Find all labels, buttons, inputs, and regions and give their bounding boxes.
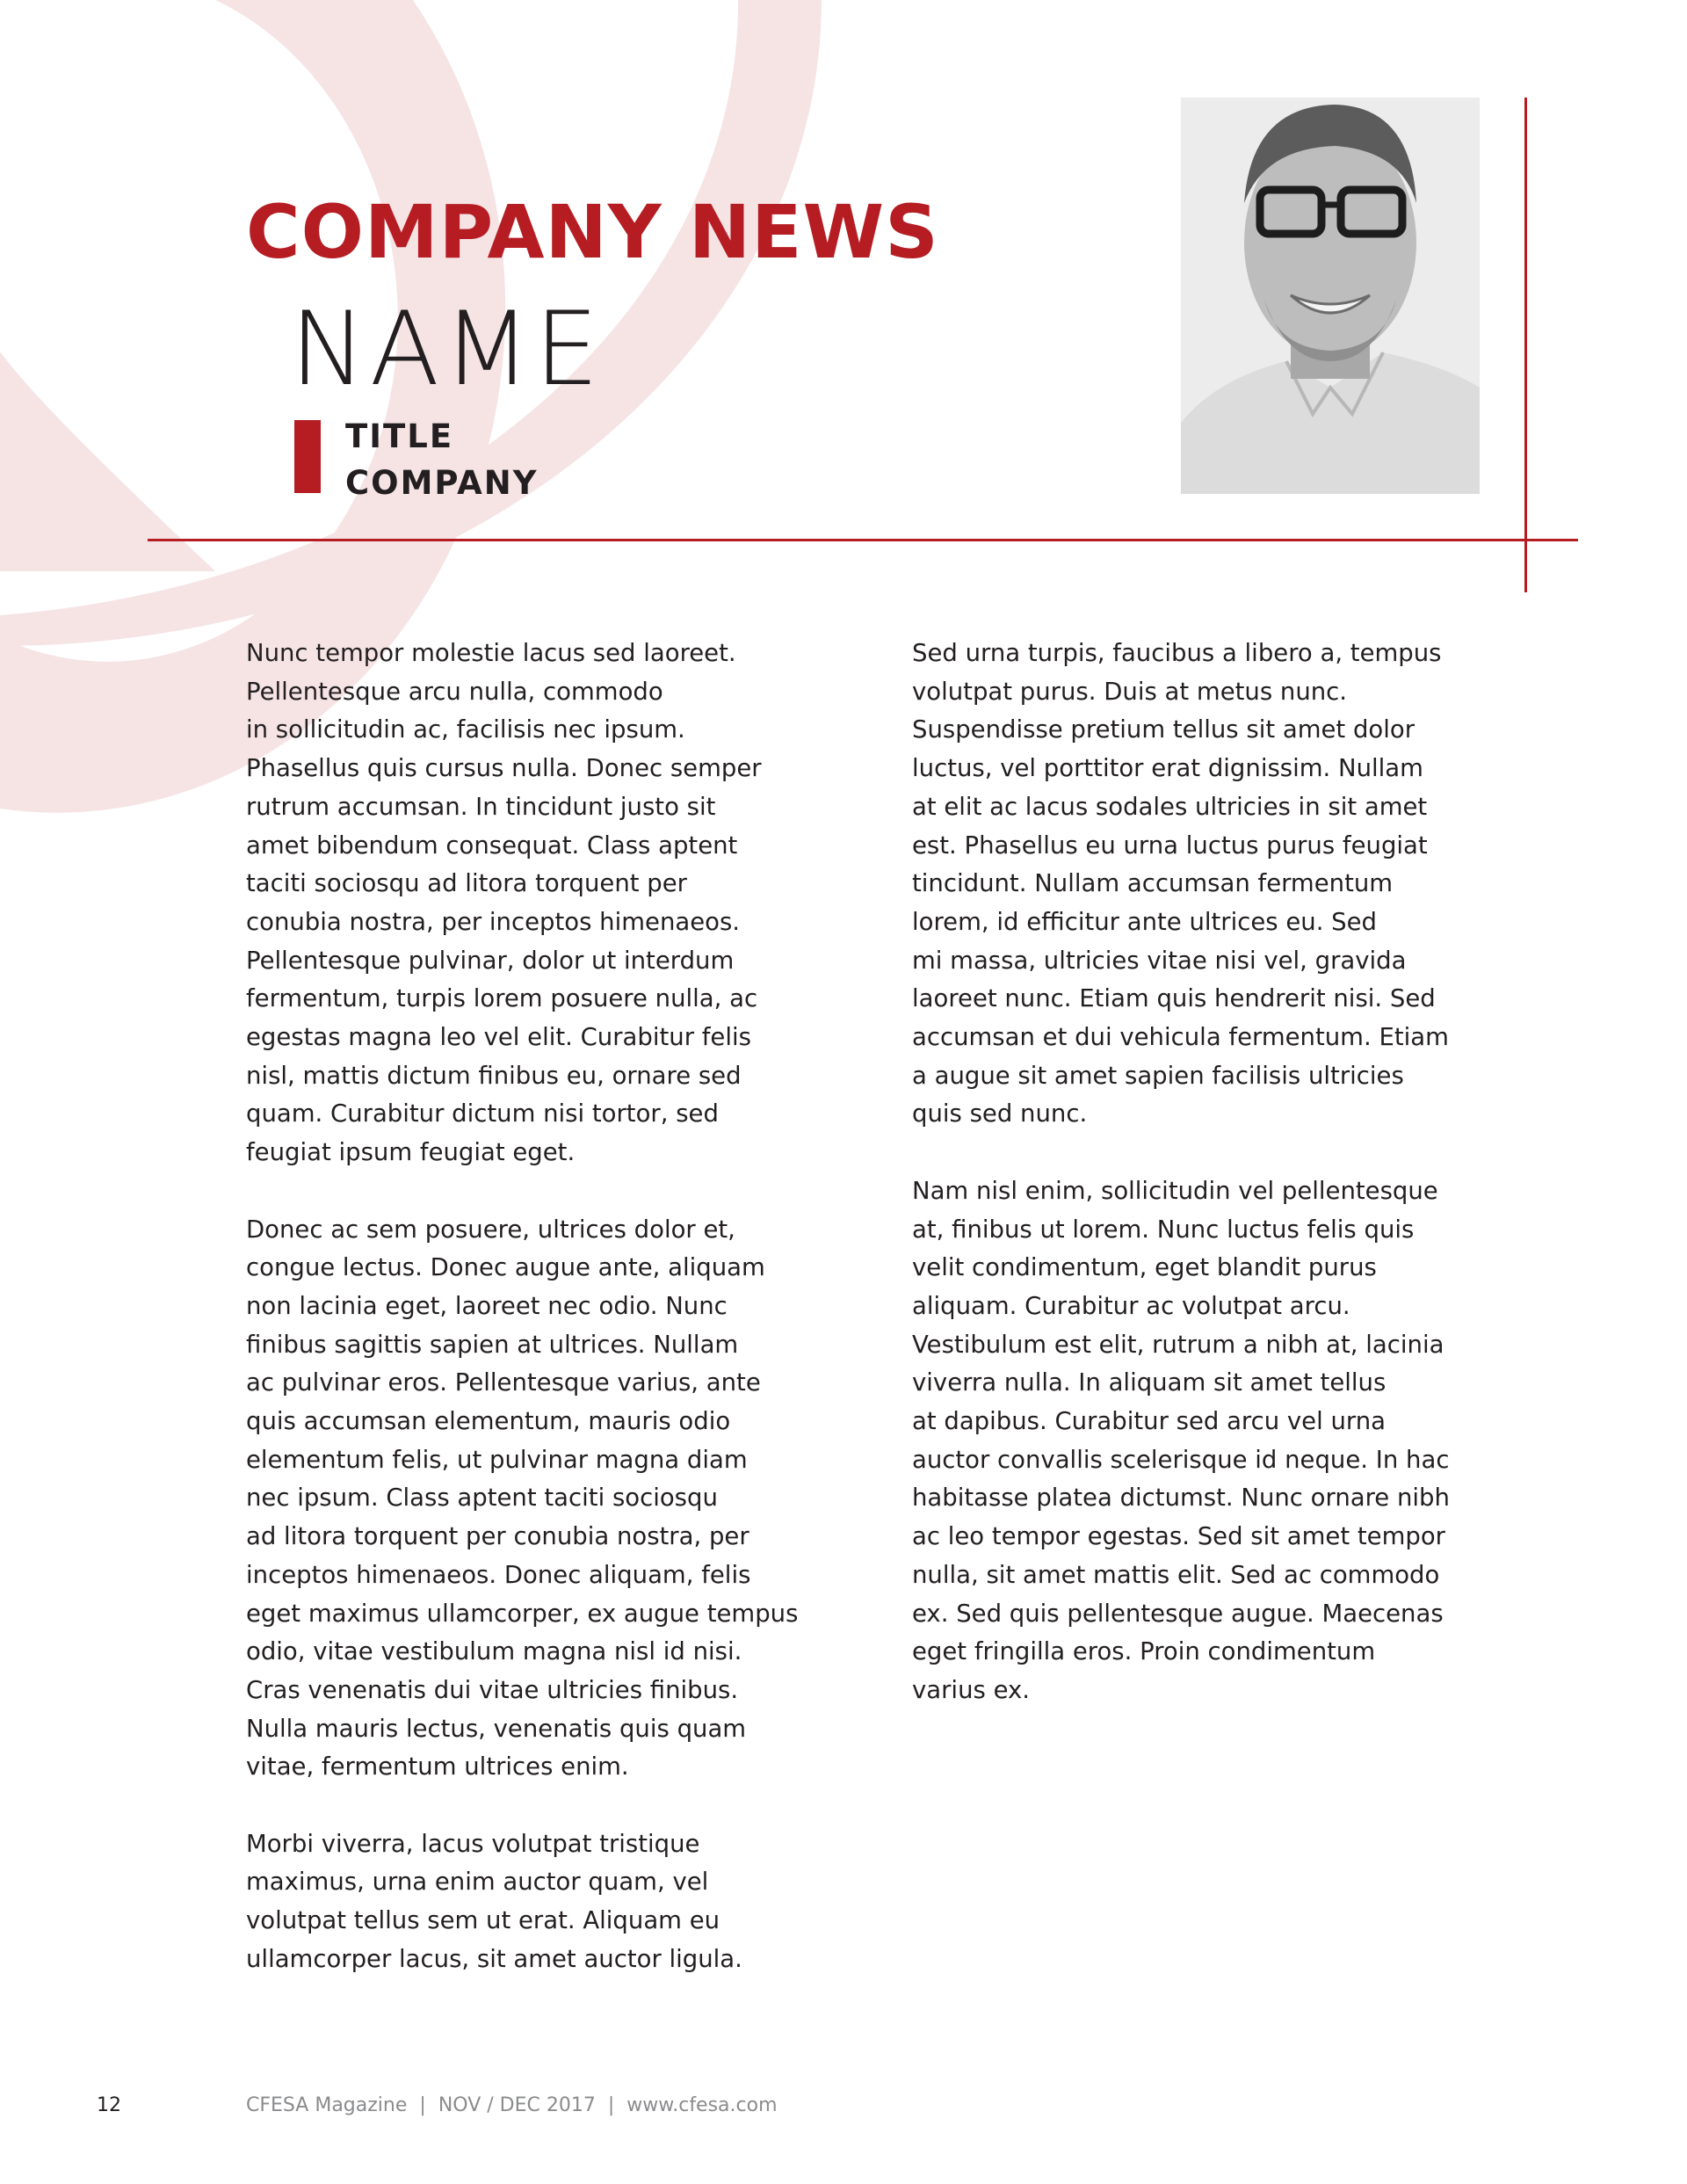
footer-publication: CFESA Magazine <box>246 2094 408 2116</box>
article-paragraph: Donec ac sem posuere, ultrices dolor et, congue lectus. Donec augue ante, aliquam non lacinia eget, laoreet nec odio. Nunc finibus sagittis sapien at ultrices. Nullam ac pulvinar eros. Pellentesque varius, ante quis accumsan elementum, mauris odio elementum felis, ut pulvinar magna diam nec ipsum. Class aptent taciti sociosqu ad litora torquent per conubia nostra, per inceptos himenaeos. Donec aliquam, felis eget maximus ullamcorper, ex augue tempus odio, vitae vestibulum magna nisl id nisi. Cras venenatis dui vitae ultricies finibus. Nulla mauris lectus, venenatis quis quam vitae, fermentum ultrices enim. <box>246 1215 799 1781</box>
footer-website-link[interactable]: www.cfesa.com <box>626 2094 778 2116</box>
portrait-illustration <box>1181 98 1480 494</box>
footer-separator: | <box>419 2094 426 2116</box>
article-paragraph: Morbi viverra, lacus volutpat tristique maximus, urna enim auctor quam, vel volutpat tellus sem ut erat. Aliquam eu ullamcorper lacus, sit amet auctor ligula. <box>246 1829 742 1973</box>
article-column-left <box>246 635 844 2017</box>
title-accent-bar <box>294 420 321 493</box>
footer-issue: NOV / DEC 2017 <box>438 2094 596 2116</box>
portrait-photo <box>1181 98 1480 494</box>
person-company: COMPANY <box>345 464 539 502</box>
person-title: TITLE <box>345 417 454 455</box>
article-paragraph: Nam nisl enim, sollicitudin vel pellentesque at, finibus ut lorem. Nunc luctus felis quis velit condimentum, eget blandit purus aliquam. Curabitur ac volutpat arcu. Vestibulum est elit, rutrum a nibh at, lacinia viverra nulla. In aliquam sit amet tellus at dapibus. Curabitur sed arcu vel urna auctor convallis scelerisque id neque. In hac habitasse platea dictumst. Nunc ornare nibh ac leo tempor egestas. Sed sit amet tempor nulla, sit amet mattis elit. Sed ac commodo ex. Sed quis pellentesque augue. Maecenas eget fringilla eros. Proin condimentum varius ex. <box>912 1176 1450 1704</box>
article-paragraph: Nunc tempor molestie lacus sed laoreet. Pellentesque arcu nulla, commodo in sollicitudin ac, facilisis nec ipsum. Phasellus quis cursus nulla. Donec semper rutrum accumsan. In tincidunt justo sit amet bibendum consequat. Class aptent taciti sociosqu ad litora torquent per conubia nostra, per inceptos himenaeos. Pellentesque pulvinar, dolor ut interdum fermentum, turpis lorem posuere nulla, ac egestas magna leo vel elit. Curabitur felis nisl, mattis dictum finibus eu, ornare sed quam. Curabitur dictum nisi tortor, sed feugiat ipsum feugiat eget. <box>246 639 762 1167</box>
article-paragraph: Sed urna turpis, faucibus a libero a, tempus volutpat purus. Duis at metus nunc. Suspendisse pretium tellus sit amet dolor luctus, vel porttitor erat dignissim. Nullam at elit ac lacus sodales ultricies in sit amet est. Phasellus eu urna luctus purus feugiat tincidunt. Nullam accumsan fermentum lorem, id efficitur ante ultrices eu. Sed mi massa, ultricies vitae nisi vel, gravida laoreet nunc. Etiam quis hendrerit nisi. Sed accumsan et dui vehicula fermentum. Etiam a augue sit amet sapien facilisis ultricies quis sed nunc. <box>912 639 1449 1128</box>
header-divider-horizontal <box>148 539 1578 541</box>
footer-separator: | <box>607 2094 615 2116</box>
page-number: 12 <box>97 2094 121 2116</box>
footer-credits <box>246 2094 778 2116</box>
article-column-right <box>912 635 1510 1748</box>
section-heading: COMPANY NEWS <box>246 189 939 275</box>
header-divider-vertical <box>1524 98 1527 592</box>
person-name: NAME <box>290 290 603 409</box>
